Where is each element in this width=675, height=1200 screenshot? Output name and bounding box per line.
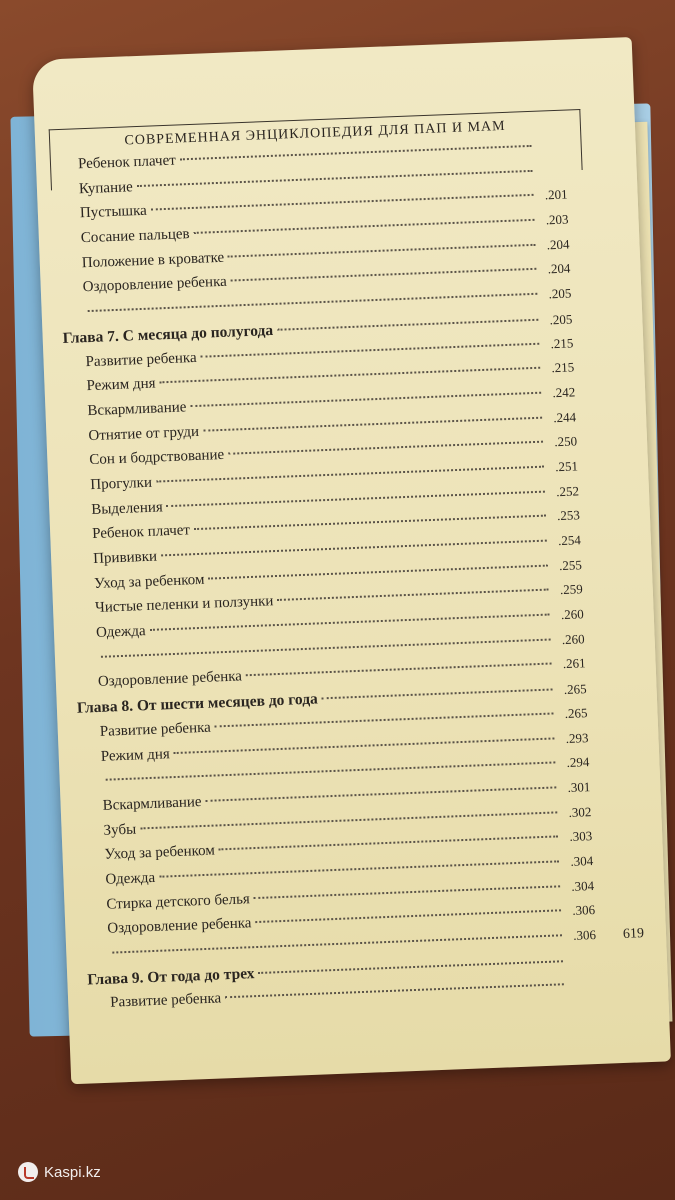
- toc-page-number: .293: [565, 729, 589, 746]
- toc-entry-label: Глава 7. С месяца до полугода: [62, 321, 274, 347]
- toc-entry-label: Зубы: [103, 821, 137, 839]
- toc-entry-label: Уход за ребенком: [104, 842, 216, 864]
- toc-page-number: .259: [559, 581, 584, 598]
- toc-page-number: .304: [570, 852, 594, 869]
- toc-entry-label: Оздоровление ребенка: [97, 668, 243, 691]
- toc-page-number: .265: [563, 681, 587, 698]
- toc-entry-label: [62, 316, 84, 317]
- toc-page-number: .242: [552, 384, 576, 401]
- toc-page-number: .250: [554, 433, 578, 450]
- toc-page-number: .255: [558, 556, 583, 573]
- toc-page-number: .204: [547, 260, 571, 277]
- running-header-title: СОВРЕМЕННАЯ ЭНЦИКЛОПЕДИЯ ДЛЯ ПАП И МАМ: [124, 118, 506, 149]
- toc-entry-label: Уход за ребенком: [93, 571, 205, 592]
- toc-page-number: .261: [562, 655, 586, 672]
- toc-page-number: .215: [551, 359, 575, 376]
- toc-entry-label: Прививки: [92, 548, 158, 568]
- toc-page-number: .205: [549, 311, 573, 328]
- toc-page-number: .215: [550, 334, 574, 351]
- toc-page-number: .260: [560, 606, 584, 623]
- toc-entry-label: Отнятие от груди: [88, 423, 200, 444]
- toc-entry-label: Ребенок плачет: [91, 522, 191, 543]
- toc-page-number: .303: [569, 828, 593, 845]
- toc-entry-label: Ребенок плачет: [77, 152, 177, 173]
- toc-entry-label: Одежда: [95, 623, 146, 642]
- toc-leader-dots: [258, 960, 563, 974]
- toc-page-number: .203: [545, 211, 569, 228]
- toc-page-number: .294: [566, 754, 590, 771]
- toc-entry-label: Оздоровление ребенка: [107, 915, 252, 938]
- toc-entry-label: [80, 785, 102, 786]
- toc-entry-label: Купание: [78, 178, 134, 197]
- toc-page-number: .251: [554, 458, 579, 475]
- watermark: [18, 1162, 101, 1182]
- toc-page-number: .304: [571, 877, 595, 894]
- toc-entry-label: Одежда: [105, 869, 156, 888]
- book-page: [32, 37, 671, 1084]
- toc-page-number: .306: [572, 926, 597, 943]
- toc-entry-label: [75, 662, 97, 663]
- toc-page-number: .254: [557, 532, 582, 549]
- toc-entry-label: Выделения: [90, 498, 164, 518]
- toc-entry-label: Режим дня: [100, 745, 171, 765]
- toc-page-number: .260: [561, 630, 585, 647]
- toc-entry-label: Чистые пеленки и ползунки: [94, 593, 274, 617]
- toc-entry-label: Вскармливание: [102, 793, 202, 814]
- page-number: 619: [622, 926, 645, 942]
- toc-page-number: [568, 988, 598, 989]
- toc-entry-label: Глава 8. От шести месяцев до года: [76, 690, 319, 717]
- toc-page-number: [567, 965, 597, 966]
- toc-page-number: .252: [555, 482, 580, 499]
- watermark-text: Kaspi.kz: [44, 1163, 101, 1181]
- toc-entry-label: [87, 958, 109, 959]
- toc-entry-label: Прогулки: [90, 474, 153, 494]
- toc-entry-label: Развитие ребенка: [99, 719, 212, 740]
- toc-entry-label: Стирка детского белья: [106, 890, 251, 913]
- toc-page-number: .253: [556, 507, 581, 524]
- toc-leader-dots: [277, 589, 548, 601]
- kaspi-logo-icon: [18, 1162, 38, 1182]
- toc-page-number: .244: [553, 408, 577, 425]
- toc-page-number: .205: [548, 285, 572, 302]
- toc-entry-label: Глава 9. От года до трех: [87, 964, 255, 989]
- toc-entry-label: Оздоровление ребенка: [82, 274, 228, 296]
- toc-entry-label: Развитие ребенка: [109, 990, 222, 1012]
- toc-page-number: .301: [567, 778, 591, 795]
- table-of-contents: [56, 138, 599, 1021]
- toc-leader-dots: [277, 319, 538, 331]
- toc-page-number: .265: [564, 704, 588, 721]
- toc-page-number: .201: [544, 186, 568, 203]
- toc-entry-label: Развитие ребенка: [85, 349, 197, 370]
- toc-page-number: .302: [568, 803, 592, 820]
- toc-entry-label: Положение в кроватке: [81, 249, 225, 271]
- toc-page-number: [537, 174, 567, 175]
- toc-entry-label: Режим дня: [86, 375, 156, 395]
- toc-entry-label: Сон и бодрствование: [89, 447, 225, 469]
- toc-entry-label: Вскармливание: [87, 399, 187, 419]
- toc-entry-label: Пустышка: [79, 203, 148, 222]
- toc-entry-label: Сосание пальцев: [80, 226, 190, 247]
- toc-page-number: .204: [546, 236, 570, 253]
- toc-page-number: [536, 150, 566, 151]
- toc-leader-dots: [322, 689, 553, 700]
- toc-page-number: .306: [572, 902, 596, 919]
